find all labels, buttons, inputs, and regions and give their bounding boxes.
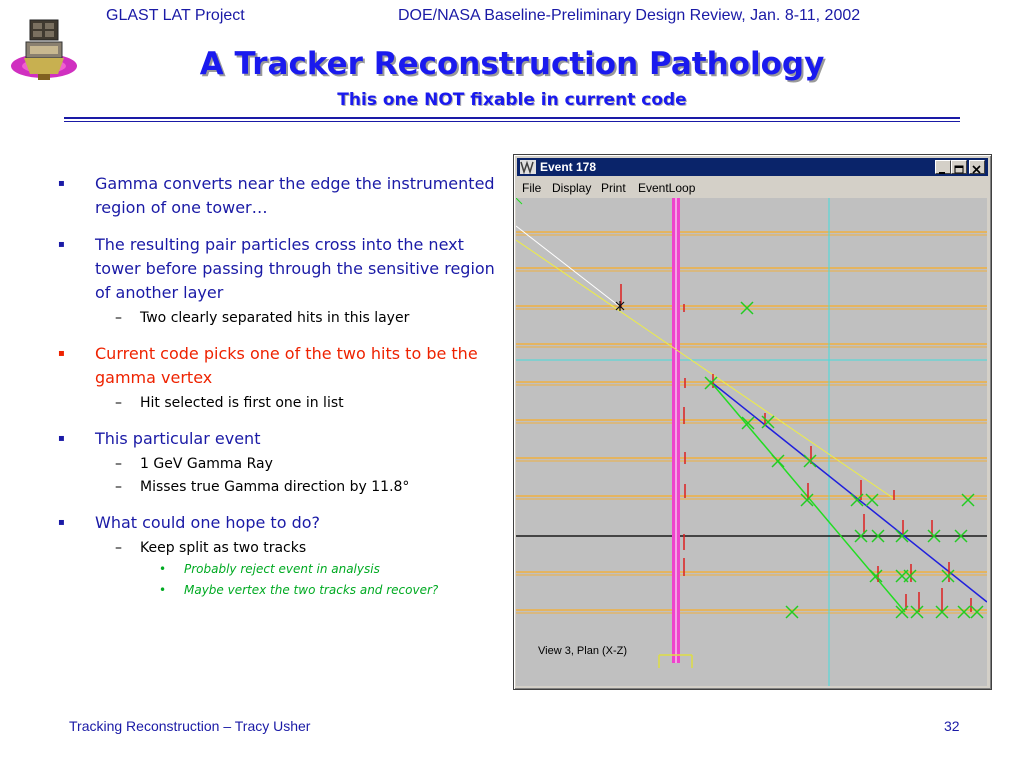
menu-display[interactable]: Display [552,181,592,195]
menu-file[interactable]: File [522,181,542,195]
close-icon [970,164,984,176]
sub-bullet-marker: – [115,456,122,472]
bullet-marker: ▪ [58,239,65,250]
slide-subtitle: This one NOT fixable in current code [337,90,687,110]
sub-bullet-misses [56,476,508,498]
sub-bullet-text: 1 GeV Gamma Ray [140,456,273,472]
sub-bullet-keep-split [56,537,508,559]
bullet-text: Current code picks one of the two hits to be the gamma vertex [95,344,478,387]
bullet-what-to-do [56,511,508,535]
close-button[interactable] [969,160,985,174]
window-title: Event 178 [540,160,597,174]
bullet-marker: ▪ [58,517,65,528]
bullet-list [56,172,508,601]
subsub-bullet-reject [56,559,508,580]
bullet-text: This particular event [95,429,261,448]
sub-bullet-two-hits [56,307,508,329]
sub-bullet-gev [56,453,508,475]
bullet-text: The resulting pair particles cross into the next tower before passing through the sensitive region of another layer [95,235,495,302]
bullet-marker: ▪ [58,348,65,359]
bullet-gamma-converts [56,172,508,220]
subsub-bullet-vertex [56,580,508,601]
header-review: DOE/NASA Baseline-Preliminary Design Review, Jan. 8-11, 2002 [398,7,861,24]
bullet-text: Gamma converts near the edge the instrumented region of one tower… [95,174,495,217]
maximize-button[interactable] [951,160,967,174]
subsub-bullet-text: Maybe vertex the two tracks and recover? [184,583,439,597]
bullet-marker: ▪ [58,178,65,189]
app-icon [520,160,536,174]
sub-bullet-text: Misses true Gamma direction by 11.8° [140,479,410,495]
sub-bullet-marker: – [115,479,122,495]
event-plot [516,198,987,686]
minimize-icon [936,164,950,176]
subsub-bullet-marker: • [159,562,167,576]
sub-bullet-marker: – [115,310,122,326]
sub-bullet-text: Two clearly separated hits in this layer [140,310,410,326]
menu-print[interactable]: Print [601,181,626,195]
sub-bullet-marker: – [115,540,122,556]
title-rule [64,117,960,119]
bullet-particular-event [56,427,508,451]
subsub-bullet-marker: • [159,583,167,597]
bullet-pair-particles [56,233,508,305]
sub-bullet-first-hit [56,392,508,414]
minimize-button[interactable] [935,160,951,174]
window-titlebar[interactable] [517,158,988,176]
subsub-bullet-text: Probably reject event in analysis [184,562,380,576]
bullet-current-code [56,342,508,390]
window-menubar [517,179,988,198]
footer-left: Tracking Reconstruction – Tracy Usher [69,718,311,734]
sub-bullet-marker: – [115,395,122,411]
maximize-icon [952,164,966,176]
bullet-text: What could one hope to do? [95,513,320,532]
sub-bullet-text: Hit selected is first one in list [140,395,344,411]
slide-title: A Tracker Reconstruction Pathology [199,46,825,82]
page-number: 32 [944,718,960,734]
bullet-marker: ▪ [58,433,65,444]
sub-bullet-text: Keep split as two tracks [140,540,307,556]
title-rule-thin [64,121,960,122]
header-project: GLAST LAT Project [106,7,245,24]
menu-eventloop[interactable]: EventLoop [638,181,696,195]
view-label: View 3, Plan (X-Z) [538,645,628,657]
